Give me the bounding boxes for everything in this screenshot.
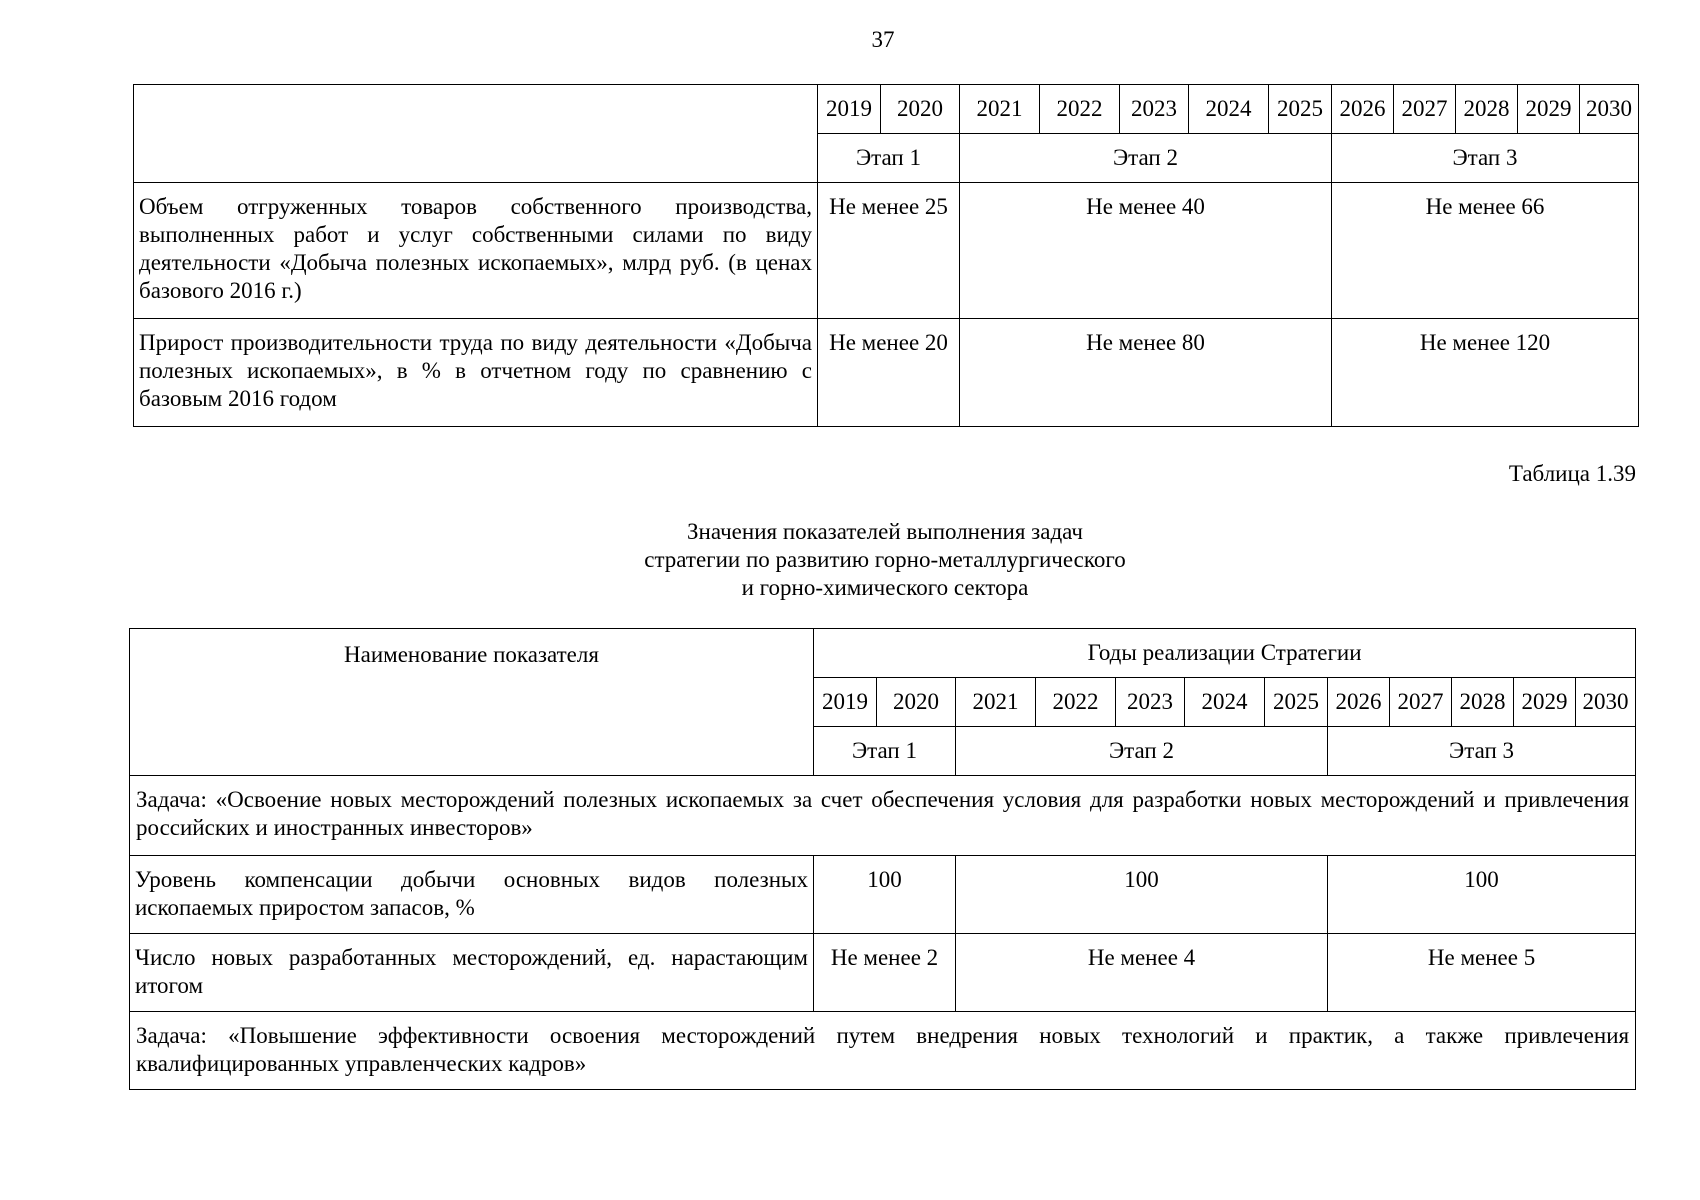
stage-cell: Этап 2 [956,727,1328,776]
stage-value: Не менее 40 [960,183,1332,319]
year-cell: 2024 [1185,678,1265,727]
stage-value: Не менее 5 [1328,934,1636,1012]
stage-cell: Этап 1 [818,134,960,183]
year-cell: 2021 [956,678,1036,727]
stage-value: 100 [1328,856,1636,934]
year-cell: 2030 [1576,678,1636,727]
table-row [130,856,1636,934]
stage-value: Не менее 2 [814,934,956,1012]
year-cell: 2027 [1394,85,1456,134]
indicators-table-continued [133,84,1639,427]
stage-value: 100 [814,856,956,934]
year-cell: 2025 [1265,678,1328,727]
header-name-cell: Наименование показателя [130,629,814,776]
stage-value: Не менее 20 [818,319,960,427]
year-cell: 2026 [1332,85,1394,134]
year-cell: 2028 [1456,85,1518,134]
year-cell: 2030 [1580,85,1639,134]
stage-value: Не менее 4 [956,934,1328,1012]
year-cell: 2023 [1116,678,1185,727]
indicator-label: Прирост производительности труда по виду деятельности «Добыча полезных ископаемых», в % в отчетном году по сравнению с базовым 2016 годом [134,319,818,427]
indicator-label: Уровень компенсации добычи основных видов полезных ископаемых приростом запасов, % [130,856,814,934]
year-cell: 2019 [818,85,881,134]
stage-value: 100 [956,856,1328,934]
stage-cell: Этап 1 [814,727,956,776]
year-cell: 2026 [1328,678,1390,727]
year-cell: 2028 [1452,678,1514,727]
year-cell: 2020 [877,678,956,727]
year-cell: 2029 [1518,85,1580,134]
empty-header-cell [134,85,818,183]
year-cell: 2022 [1036,678,1116,727]
table-title [450,518,1320,602]
year-cell: 2022 [1040,85,1120,134]
table-row [134,319,1639,427]
page-number: 37 [871,27,895,52]
year-cell: 2027 [1390,678,1452,727]
stage-value: Не менее 66 [1332,183,1639,319]
table-row [130,934,1636,1012]
indicator-label: Объем отгруженных товаров собственного производства, выполненных работ и услуг собственными силами по виду деятельности «Добыча полезных ископаемых», млрд руб. (в ценах базового 2016 г.) [134,183,818,319]
year-cell: 2019 [814,678,877,727]
task-description: Задача: «Повышение эффективности освоения месторождений путем внедрения новых технологий и практик, а также привлечения квалифицированных управленческих кадров» [130,1012,1636,1090]
stage-value: Не менее 80 [960,319,1332,427]
stage-value: Не менее 25 [818,183,960,319]
task-row [130,776,1636,856]
stage-cell: Этап 2 [960,134,1332,183]
table-title-line: стратегии по развитию горно-металлургического [644,547,1126,572]
table-row [134,183,1639,319]
indicators-table-1-39 [129,628,1636,1090]
table-title-line: и горно-химического сектора [741,575,1029,600]
year-cell: 2025 [1269,85,1332,134]
indicator-label: Число новых разработанных месторождений, ед. нарастающим итогом [130,934,814,1012]
task-description: Задача: «Освоение новых месторождений полезных ископаемых за счет обеспечения условия для разработки новых месторождений и привлечения российских и иностранных инвесторов» [130,776,1636,856]
year-cell: 2029 [1514,678,1576,727]
task-row [130,1012,1636,1090]
year-cell: 2023 [1120,85,1189,134]
year-header-row [134,85,1639,134]
header-row [130,629,1636,678]
stage-cell: Этап 3 [1332,134,1639,183]
header-years-cell: Годы реализации Стратегии [814,629,1636,678]
year-cell: 2021 [960,85,1040,134]
year-cell: 2024 [1189,85,1269,134]
stage-value: Не менее 120 [1332,319,1639,427]
stage-cell: Этап 3 [1328,727,1636,776]
year-cell: 2020 [881,85,960,134]
table-title-line: Значения показателей выполнения задач [687,519,1083,544]
table-number: Таблица 1.39 [1508,461,1636,486]
